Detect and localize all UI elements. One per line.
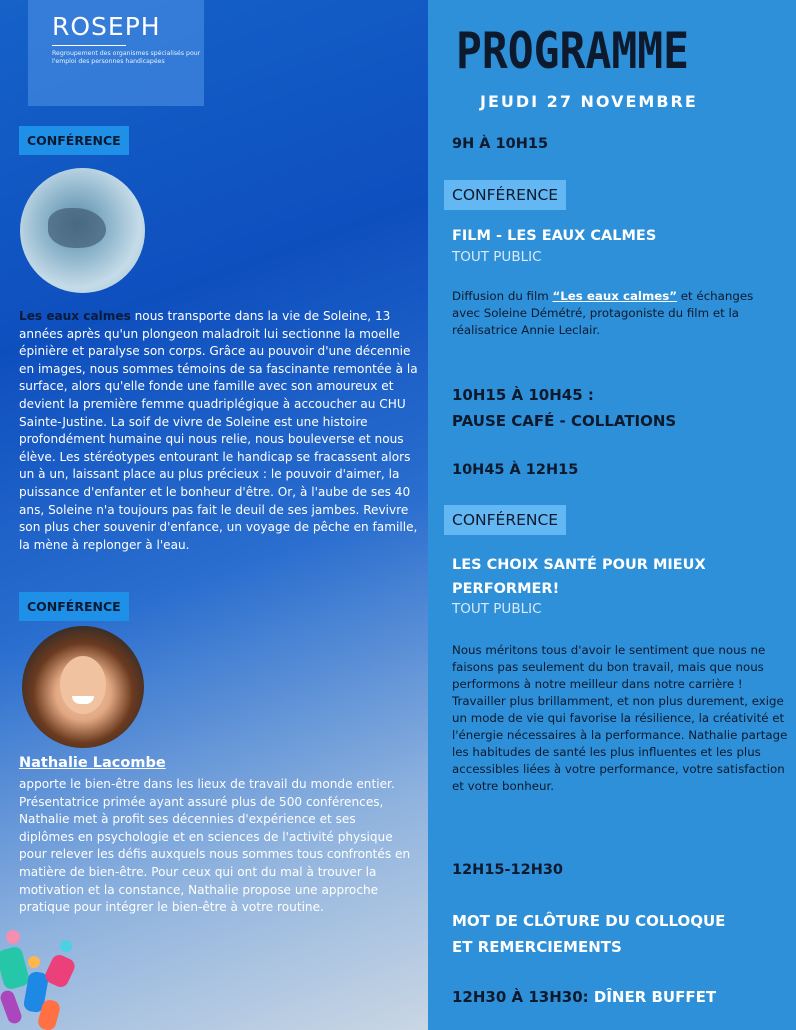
slot1-desc-pre: Diffusion du film [452, 289, 553, 303]
slot1-audience: TOUT PUBLIC [452, 249, 542, 265]
break-label: PAUSE CAFÉ - COLLATIONS [452, 412, 677, 430]
conference-tag-film: CONFÉRENCE [19, 126, 129, 155]
film-name: Les eaux calmes [19, 309, 131, 323]
conference-tag-speaker: CONFÉRENCE [19, 592, 129, 621]
film-photo [20, 168, 145, 293]
logo [28, 0, 204, 106]
swimmer-silhouette [48, 208, 106, 248]
logo-divider [52, 45, 126, 46]
break-time: 10H15 À 10H45 : [452, 386, 594, 404]
lunch-time: 12H30 À 13H30: [452, 988, 589, 1006]
speaker-name: Nathalie Lacombe [19, 755, 166, 771]
slot1-time: 9H À 10H15 [452, 136, 549, 152]
slot1-description [452, 288, 782, 339]
logo-name: ROSEPH [52, 12, 161, 41]
programme-title: PROGRAMME [456, 22, 690, 80]
slot1-tag: CONFÉRENCE [444, 180, 566, 210]
closing-line2: ET REMERCIEMENTS [452, 938, 622, 956]
right-column [428, 0, 796, 1030]
speaker-photo [22, 626, 144, 748]
slot2-title-line2: PERFORMER! [452, 581, 560, 597]
lunch-label: DÎNER BUFFET [588, 988, 717, 1006]
slot2-description: Nous méritons tous d'avoir le sentiment que nous ne faisons pas seulement du bon travail, mais que nous performons à notre meilleur dans notre carrière ! Travailler plus brillamment, et non plus durement, exige un mode de vie qui favorise la résilience, la créativité et l'énergie nécessaires à la performance. Nathalie partage les habitudes de santé les plus influentes et les plus accessibles liées à votre performance, votre satisfaction et votre bonheur. [452, 643, 788, 793]
film-text: nous transporte dans la vie de Soleine, 13 années après qu'un plongeon maladroit lui sectionne la moelle épinière et paralyse son corps. Grâce au pouvoir d'une décennie en images, nous sommes témoins de sa fascinante remontée à la surface, alors qu'elle fonde une famille avec son amoureux et devient la première femme quadriplégique à accoucher au CHU Sainte-Justine. La soif de vivre de Soleine est une histoire profondément humaine qui nous relie, nous bouleverse et nous élève. Les stéréotypes entourant le handicap se fracassent alors un à un, laissant place au plus précieux : le pouvoir d'aimer, la puissance d'enfanter et le bonheur d'être. Or, à l'aube de ses 40 ans, Soleine n'a toujours pas fait le deuil de ses jambes. Revivre son plus cher souvenir d'enfance, un voyage de pêche en famille, la mène à replonger à l'eau. [19, 309, 418, 552]
slot2-time: 10H45 À 12H15 [452, 462, 579, 478]
slot2-audience: TOUT PUBLIC [452, 601, 542, 617]
speaker-bio: apporte le bien-être dans les lieux de travail du monde entier. Présentatrice primée ayant assuré plus de 500 conférences, Nathalie met à profit ses décennies d'expérience et ses diplômes en psychologie et en sciences de l'activité physique pour relever les défis auxquels nous sommes tous confrontés en matière de bien-être. Pour ceux qui ont du mal à trouver la motivation et la constance, Nathalie propose une approche pratique pour intégrer le bien-être à votre routine. [19, 777, 411, 915]
slot3-time: 12H15-12H30 [452, 862, 564, 878]
film-description [19, 308, 419, 554]
slot2-title-line1: LES CHOIX SANTÉ POUR MIEUX [452, 557, 706, 573]
speaker-face [60, 656, 106, 714]
slot1-title: FILM - LES EAUX CALMES [452, 228, 657, 244]
lunch-slot [452, 988, 716, 1006]
slot2-tag: CONFÉRENCE [444, 505, 566, 535]
film-link[interactable]: “Les eaux calmes” [552, 289, 678, 303]
programme-date: JEUDI 27 NOVEMBRE [480, 92, 698, 111]
logo-tagline: Regroupement des organismes spécialisés pour l'emploi des personnes handicapées [52, 50, 201, 65]
closing-line1: MOT DE CLÔTURE DU COLLOQUE [452, 912, 726, 930]
slot1-desc-post: et échanges avec Soleine Démétré, protagoniste du film et la réalisatrice Annie Leclair. [452, 289, 754, 337]
